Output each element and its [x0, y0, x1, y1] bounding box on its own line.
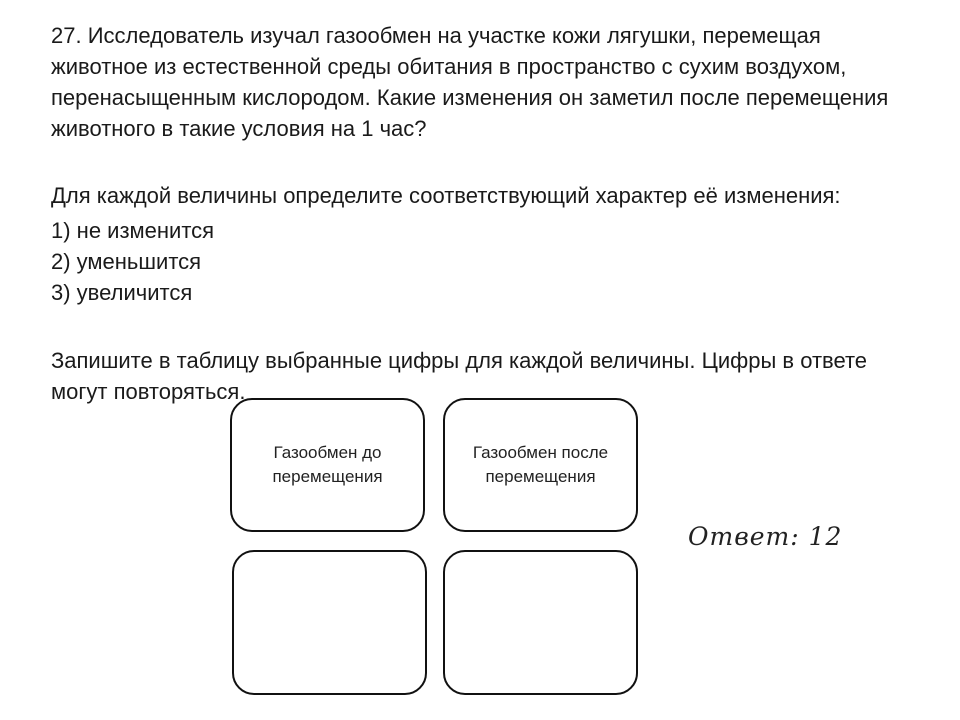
question-text — [51, 20, 921, 144]
option-item: 1) не изменится — [51, 218, 215, 243]
options-list — [51, 215, 214, 308]
answer-cell-before[interactable] — [232, 550, 427, 695]
question-body: Исследователь изучал газообмен на участке кожи лягушки, перемещая животное из естественной среды обитания в пространство с сухим воздухом, перенасыщенным кислородом. Какие изменения он заметил после перемещения животного в такие условия на 1 час? — [51, 23, 889, 141]
option-item: 2) уменьшится — [51, 249, 202, 274]
table-header-before — [230, 398, 425, 532]
instruction-text: Для каждой величины определите соответствующий характер её изменения: — [51, 183, 841, 208]
question-number: 27. — [51, 23, 82, 48]
handwritten-answer: Ответ: 12 — [688, 522, 843, 551]
table-header-label: Газообмен до перемещения — [272, 443, 383, 486]
table-header-label: Газообмен после перемещения — [472, 443, 609, 486]
write-instruction: Запишите в таблицу выбранные цифры для каждой величины. Цифры в ответе могут повторяться. — [51, 348, 868, 404]
answer-cell-after[interactable] — [443, 550, 638, 695]
table-header-after — [443, 398, 638, 532]
option-item: 3) увеличится — [51, 280, 193, 305]
